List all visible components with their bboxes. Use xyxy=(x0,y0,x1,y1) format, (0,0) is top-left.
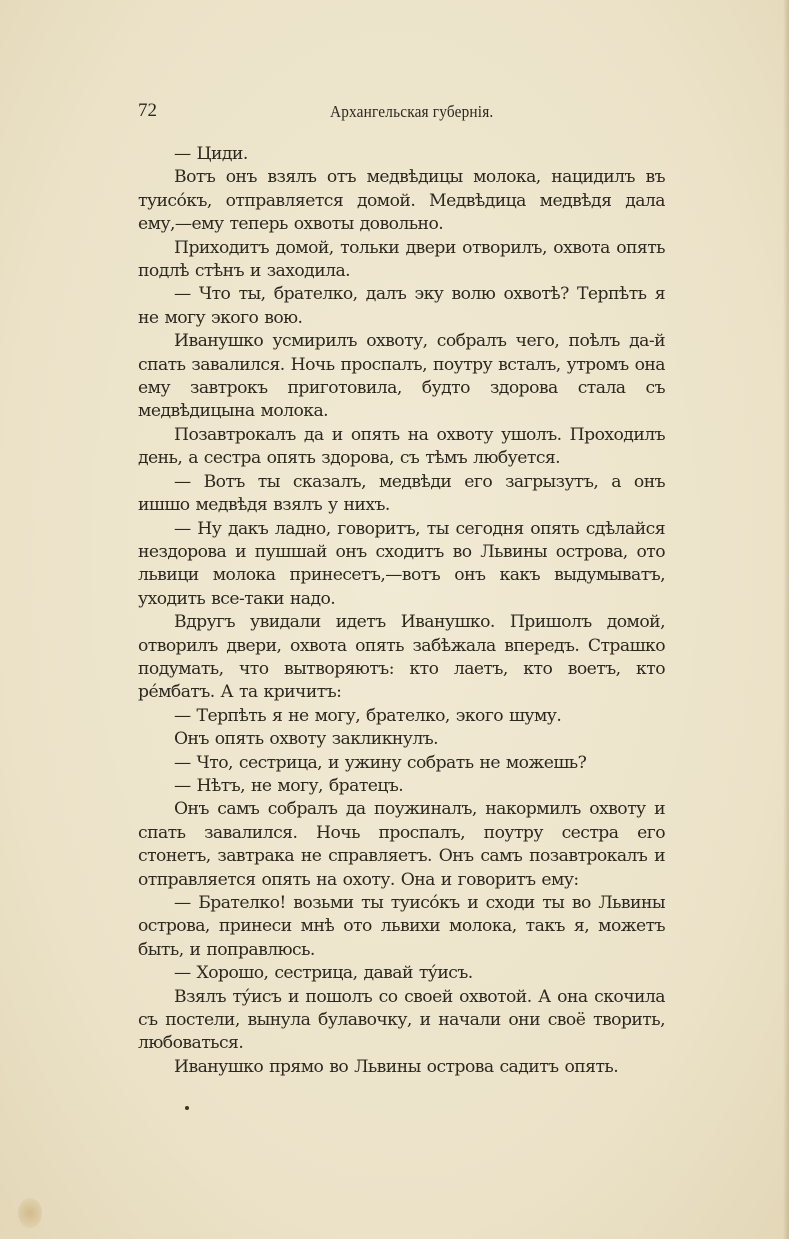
paragraph: — Циди. xyxy=(174,144,248,164)
paragraph: — Брателко! возьми ты туисо́къ и сходи ты во Львины острова, принеси мнѣ ото львихи молока, такъ я, можетъ быть, и поправлюсь. xyxy=(138,893,665,960)
paragraph: Приходитъ домой, тольки двери отворилъ, охвота опять подлѣ стѣнъ и заходила. xyxy=(138,237,665,282)
paragraph: Взялъ ту́исъ и пошолъ со своей охвотой. А она скочила съ постели, вынула булавочку, и начали они своё творить, любоваться. xyxy=(138,986,665,1054)
paragraph: Онъ самъ собралъ да поужиналъ, накормилъ охвоту и спать завалился. Ночь проспалъ, поутру сестра его стонетъ, завтрака не справляетъ. Онъ самъ позавтрокалъ и отправляется опять на охоту. Она и говоритъ ему: xyxy=(138,799,665,890)
paragraph: — Терпѣть я не могу, брателко, экого шуму. xyxy=(174,705,562,726)
paragraph: — Ну дакъ ладно, говоритъ, ты сегодня опять сдѣлайся нездорова и пушшай онъ сходитъ во Львины острова, ото львици молока принесетъ,—вотъ онъ какъ выдумыватъ, уходить все-таки надо. xyxy=(138,518,665,609)
paragraph: Позавтрокалъ да и опять на охвоту ушолъ. Проходилъ день, а сестра опять здорова, съ тѣмъ любуется. xyxy=(138,424,665,469)
page-header xyxy=(138,100,658,128)
paragraph: — Хорошо, сестрица, давай ту́исъ. xyxy=(174,963,473,984)
paragraph: Иванушко прямо во Львины острова садитъ опять. xyxy=(174,1056,619,1077)
paper-stain xyxy=(18,1198,42,1228)
text-body xyxy=(138,143,665,1079)
paragraph: Иванушко усмирилъ охвоту, собралъ чего, поѣлъ да-й спать завалился. Ночь проспалъ, поутру всталъ, утромъ она ему завтрокъ приготовила, будто здорова стала съ медвѣдицына молока. xyxy=(138,331,665,422)
paragraph: — Что, сестрица, и ужину собрать не можешь? xyxy=(174,752,587,773)
paragraph: Вотъ онъ взялъ отъ медвѣдицы молока, нацидилъ въ туисо́къ, отправляется домой. Медвѣдица медвѣдя дала ему,—ему теперь охвоты довольно. xyxy=(138,167,665,235)
paragraph: — Вотъ ты сказалъ, медвѣди его загрызутъ, а онъ ишшо медвѣдя взялъ у нихъ. xyxy=(138,471,665,516)
paragraph: Вдругъ увидали идетъ Иванушко. Пришолъ домой, отворилъ двери, охвота опять забѣжала впередъ. Страшко подумать, что вытворяютъ: кто лаетъ, кто воетъ, кто ре́мбатъ. А та кричитъ: xyxy=(138,612,665,703)
paragraph: — Что ты, брателко, далъ эку волю охвотѣ? Терпѣть я не могу экого вою. xyxy=(138,284,665,328)
paragraph: Онъ опять охвоту закликнулъ. xyxy=(174,729,439,750)
paragraph: — Нѣтъ, не могу, братецъ. xyxy=(174,775,404,796)
page-number: 72 xyxy=(138,100,157,121)
page-edge-shadow xyxy=(783,0,789,1239)
running-title: Архангельская губернія. xyxy=(330,102,494,121)
ink-dot xyxy=(185,1106,189,1110)
